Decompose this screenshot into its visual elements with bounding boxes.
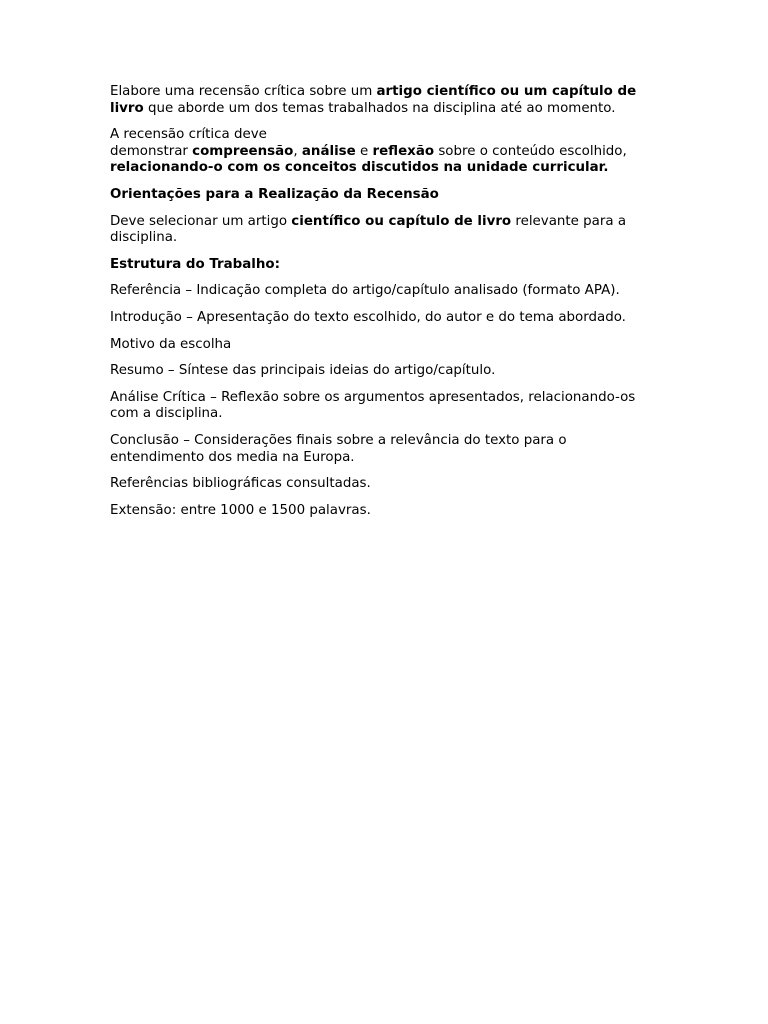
structure-item-summary: Resumo – Síntese das principais ideias do artigo/capítulo. xyxy=(110,363,496,379)
structure-heading: Estrutura do Trabalho: xyxy=(110,256,280,272)
objective-text-h: sobre o conteúdo escolhido, xyxy=(434,143,627,159)
objective-bold-analysis: análise xyxy=(301,143,356,159)
intro-text-a: Elabore uma recensão crítica sobre um xyxy=(110,84,377,99)
selection-text-a: Deve selecionar um artigo xyxy=(110,213,292,229)
objective-paragraph xyxy=(110,127,662,177)
intro-text-c: que aborde um dos temas trabalhados na disciplina até ao momento. xyxy=(143,100,616,116)
structure-item-reference: Referência – Indicação completa do artigo/capítulo analisado (formato APA). xyxy=(110,283,620,299)
objective-text-a: A recensão crítica deve xyxy=(110,127,267,143)
selection-paragraph xyxy=(110,214,662,247)
selection-text-c: relevante para a disciplina. xyxy=(110,213,627,246)
objective-text-f: e xyxy=(355,143,373,159)
guidelines-heading: Orientações para a Realização da Recensão xyxy=(110,186,439,202)
objective-bold-relating: relacionando-o com os conceitos discutidos na unidade curricular. xyxy=(110,160,609,176)
selection-text-bold: científico ou capítulo de livro xyxy=(291,213,512,229)
objective-bold-comprehension: compreensão xyxy=(192,143,294,159)
document-page xyxy=(110,84,662,529)
intro-text-bold: artigo científico ou um capítulo de livro xyxy=(110,84,637,116)
objective-text-b: demonstrar xyxy=(110,143,193,159)
structure-item-conclusion: Conclusão – Considerações finais sobre a relevância do texto para o entendimento dos media na Europa. xyxy=(110,432,567,465)
structure-item-motive: Motivo da escolha xyxy=(110,336,232,352)
objective-bold-reflection: reflexão xyxy=(372,143,435,159)
structure-item-introduction: Introdução – Apresentação do texto escolhido, do autor e do tema abordado. xyxy=(110,309,626,325)
structure-item-bibliography: Referências bibliográficas consultadas. xyxy=(110,476,371,492)
objective-text-d: , xyxy=(293,143,302,159)
structure-item-length: Extensão: entre 1000 e 1500 palavras. xyxy=(110,502,371,518)
structure-item-critical-analysis: Análise Crítica – Reflexão sobre os argumentos apresentados, relacionando-os com a disciplina. xyxy=(110,389,636,422)
intro-paragraph xyxy=(110,84,662,117)
